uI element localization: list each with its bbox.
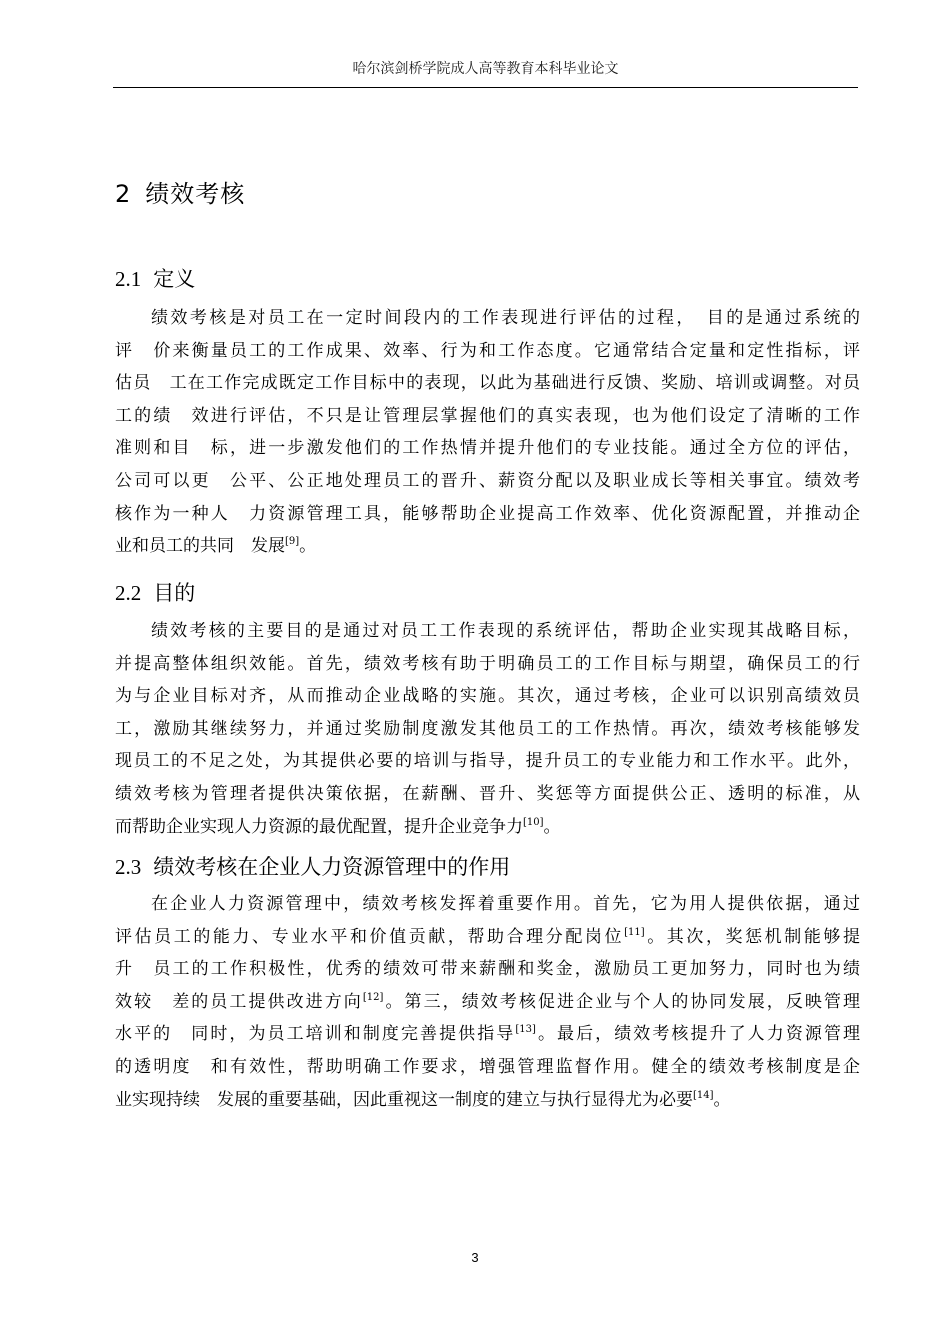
- paragraph-purpose: [115, 615, 860, 843]
- chapter-number: 2: [115, 180, 132, 208]
- section-number: 2.3: [115, 855, 142, 879]
- text-run: 。其次，奖惩机制能够提: [644, 926, 860, 947]
- citation: [13]: [515, 1024, 536, 1036]
- text-line: [115, 986, 860, 1019]
- text-line: 绩效考核的主要目的是通过对员工工作表现的系统评估，帮助企业实现其战略目标，: [151, 621, 860, 641]
- text-run: 水平的 同时，为员工培训和制度完善提供指导: [115, 1024, 516, 1045]
- text-line: 的透明度 和有效性，帮助明确工作要求，增强管理监督作用。健全的绩效考核制度是企: [115, 1056, 860, 1077]
- text-line: 准则和目 标，进一步激发他们的工作热情并提升他们的专业技能。通过全方位的评估，: [115, 438, 860, 459]
- chapter-title: 绩效考核: [145, 180, 246, 208]
- text-run: 业和员工的共同 发展: [115, 536, 285, 557]
- citation: [11]: [624, 926, 645, 938]
- section-heading-2-1: [115, 263, 195, 293]
- text-line: 绩效考核是对员工在一定时间段内的工作表现进行评估的过程， 目的是通过系统的: [151, 308, 860, 328]
- paragraph-definition: [115, 302, 860, 563]
- text-run: 而帮助企业实现人力资源的最优配置，提升企业竞争力: [115, 816, 523, 837]
- section-title: 绩效考核在企业人力资源管理中的作用: [153, 855, 511, 879]
- text-line: 估员 工在工作完成既定工作目标中的表现，以此为基础进行反馈、奖励、培训或调整。对员: [115, 373, 860, 394]
- text-line: 工的绩 效进行评估，不只是让管理层掌握他们的真实表现，也为他们设定了清晰的工作: [115, 405, 860, 426]
- section-number: 2.2: [115, 581, 142, 605]
- header-rule: [113, 87, 858, 88]
- text-run: 。: [713, 1089, 731, 1110]
- section-number: 2.1: [115, 267, 142, 291]
- citation: [12]: [362, 991, 384, 1003]
- citation: [9]: [285, 536, 300, 548]
- text-line: [115, 530, 860, 563]
- text-line: 为与企业目标对齐，从而推动企业战略的实施。其次，通过考核，企业可以识别高绩效员: [115, 686, 860, 707]
- text-line: 工，激励其继续努力，并通过奖励制度激发其他员工的工作热情。再次，绩效考核能够发: [115, 718, 860, 739]
- text-line: [115, 811, 860, 844]
- text-run: 业实现持续 发展的重要基础，因此重视这一制度的建立与执行显得尤为必要: [115, 1089, 693, 1110]
- chapter-heading: [115, 174, 245, 209]
- text-line: 绩效考核为管理者提供决策依据，在薪酬、晋升、奖惩等方面提供公正、透明的标准，从: [115, 783, 860, 804]
- text-line: [115, 1018, 860, 1051]
- section-title: 定义: [153, 267, 196, 291]
- paragraph-role: [115, 888, 860, 1116]
- text-run: 。最后，绩效考核提升了人力资源管理: [535, 1024, 860, 1045]
- text-line: 在企业人力资源管理中，绩效考核发挥着重要作用。首先，它为用人提供依据，通过: [151, 894, 860, 914]
- text-line: [115, 1084, 860, 1117]
- text-run: 。: [299, 536, 317, 557]
- text-line: 公司可以更 公平、公正地处理员工的晋升、薪资分配以及职业成长等相关事宜。绩效考: [115, 470, 860, 491]
- text-line: [115, 921, 860, 954]
- citation: [10]: [523, 816, 544, 828]
- section-title: 目的: [153, 581, 196, 605]
- text-line: 并提高整体组织效能。首先，绩效考核有助于明确员工的工作目标与期望，确保员工的行: [115, 653, 860, 674]
- text-line: 评 价来衡量员工的工作成果、效率、行为和工作态度。它通常结合定量和定性指标，评: [115, 340, 860, 361]
- section-heading-2-3: [115, 851, 510, 881]
- text-line: 核作为一种人 力资源管理工具，能够帮助企业提高工作效率、优化资源配置，并推动企: [115, 503, 860, 524]
- section-heading-2-2: [115, 577, 195, 607]
- text-run: 。第三，绩效考核促进企业与个人的协同发展，反映管理: [383, 991, 860, 1012]
- page-number: 3: [471, 1250, 479, 1265]
- running-header: 哈尔滨剑桥学院成人高等教育本科毕业论文: [352, 61, 619, 77]
- text-line: 升 员工的工作积极性，优秀的绩效可带来薪酬和奖金，激励员工更加努力，同时也为绩: [115, 959, 860, 980]
- text-run: 评估员工的能力、专业水平和价值贡献，帮助合理分配岗位: [115, 926, 625, 947]
- citation: [14]: [693, 1089, 714, 1101]
- text-line: 现员工的不足之处，为其提供必要的培训与指导，提升员工的专业能力和工作水平。此外，: [115, 751, 860, 772]
- text-run: 。: [543, 816, 561, 837]
- text-run: 效较 差的员工提供改进方向: [115, 991, 363, 1012]
